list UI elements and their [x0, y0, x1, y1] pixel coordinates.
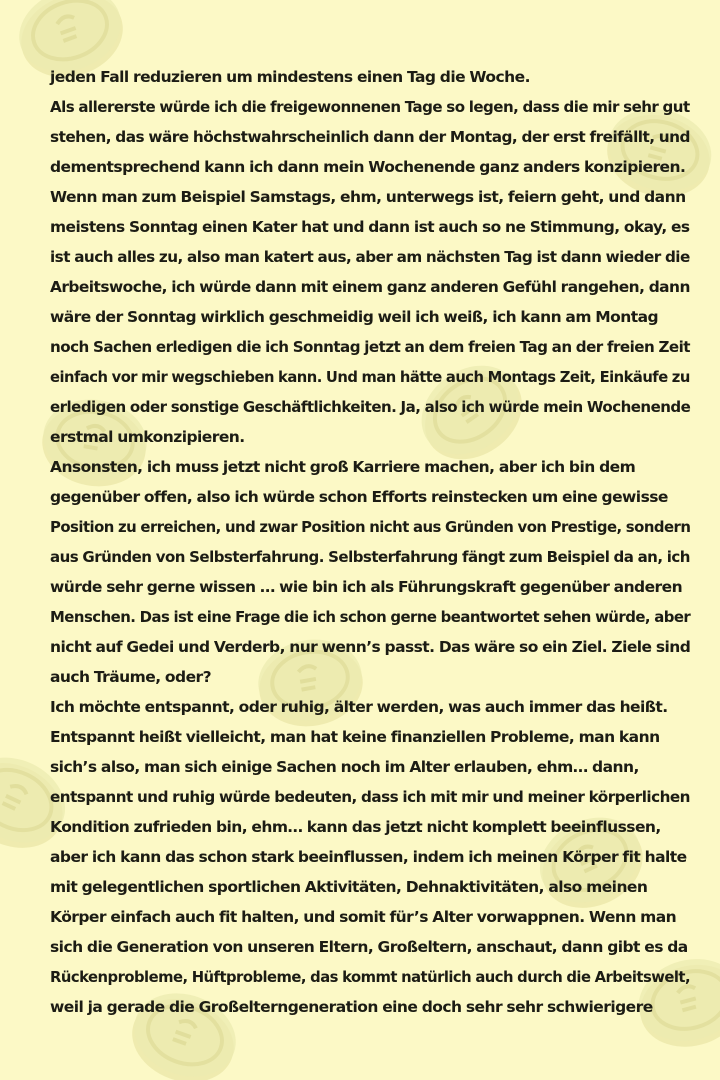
text-line: Arbeitswoche, ich würde dann mit einem ganz anderen Gefühl rangehen, dann: [50, 278, 690, 296]
text-line: sich’s also, man sich einige Sachen noch im Alter erlauben, ehm… dann,: [50, 758, 639, 776]
text-line: Entspannt heißt vielleicht, man hat keine finanziellen Probleme, man kann: [50, 728, 660, 746]
text-line: Körper einfach auch fit halten, und somit für’s Alter vorwappnen. Wenn man: [50, 908, 677, 926]
text-line: Kondition zufrieden bin, ehm… kann das jetzt nicht komplett beeinflussen,: [50, 818, 661, 836]
text-line: sich die Generation von unseren Eltern, Großeltern, anschaut, dann gibt es da: [50, 938, 688, 956]
text-line: jeden Fall reduzieren um mindestens einen Tag die Woche.: [50, 68, 530, 86]
text-line: mit gelegentlichen sportlichen Aktivitäten, Dehnaktivitäten, also meinen: [50, 878, 648, 896]
text-line: Menschen. Das ist eine Frage die ich schon gerne beantwortet sehen würde, aber: [50, 608, 691, 626]
text-line: auch Träume, oder?: [50, 668, 212, 686]
text-line: Ich möchte entspannt, oder ruhig, älter werden, was auch immer das heißt.: [50, 698, 668, 716]
text-line: gegenüber offen, also ich würde schon Efforts reinstecken um eine gewisse: [50, 488, 668, 506]
text-line: noch Sachen erledigen die ich Sonntag jetzt an dem freien Tag an der freien Zeit: [50, 338, 690, 356]
text-line: ist auch alles zu, also man katert aus, aber am nächsten Tag ist dann wieder die: [50, 248, 690, 266]
text-line: Als allererste würde ich die freigewonnenen Tage so legen, dass die mir sehr gut: [50, 98, 690, 116]
text-line: entspannt und ruhig würde bedeuten, dass ich mit mir und meiner körperlichen: [50, 788, 690, 806]
text-line: nicht auf Gedei und Verderb, nur wenn’s passt. Das wäre so ein Ziel. Ziele sind: [50, 638, 691, 656]
text-line: weil ja gerade die Großelterngeneration eine doch sehr sehr schwierigere: [50, 998, 653, 1016]
text-line: Rückenprobleme, Hüftprobleme, das kommt natürlich auch durch die Arbeitswelt,: [50, 968, 691, 986]
text-line: aus Gründen von Selbsterfahrung. Selbsterfahrung fängt zum Beispiel da an, ich: [50, 548, 690, 566]
text-line: meistens Sonntag einen Kater hat und dann ist auch so ne Stimmung, okay, es: [50, 218, 690, 236]
text-line: einfach vor mir wegschieben kann. Und man hätte auch Montags Zeit, Einkäufe zu: [50, 368, 690, 386]
text-line: erledigen oder sonstige Geschäftlichkeiten. Ja, also ich würde mein Wochenende: [50, 398, 691, 416]
text-line: würde sehr gerne wissen … wie bin ich als Führungskraft gegenüber anderen: [50, 578, 683, 596]
text-line: Position zu erreichen, und zwar Position nicht aus Gründen von Prestige, sondern: [50, 518, 691, 536]
text-line: wäre der Sonntag wirklich geschmeidig weil ich weiß, ich kann am Montag: [50, 308, 659, 326]
document-text: [50, 62, 690, 1022]
text-line: dementsprechend kann ich dann mein Wochenende ganz anders konzipieren.: [50, 158, 686, 176]
text-line: aber ich kann das schon stark beeinflussen, indem ich meinen Körper fit halte: [50, 848, 687, 866]
text-line: Wenn man zum Beispiel Samstags, ehm, unterwegs ist, feiern geht, und dann: [50, 188, 686, 206]
text-line: stehen, das wäre höchstwahrscheinlich dann der Montag, der erst freifällt, und: [50, 128, 690, 146]
text-line: erstmal umkonzipieren.: [50, 428, 245, 446]
text-line: Ansonsten, ich muss jetzt nicht groß Karriere machen, aber ich bin dem: [50, 458, 636, 476]
